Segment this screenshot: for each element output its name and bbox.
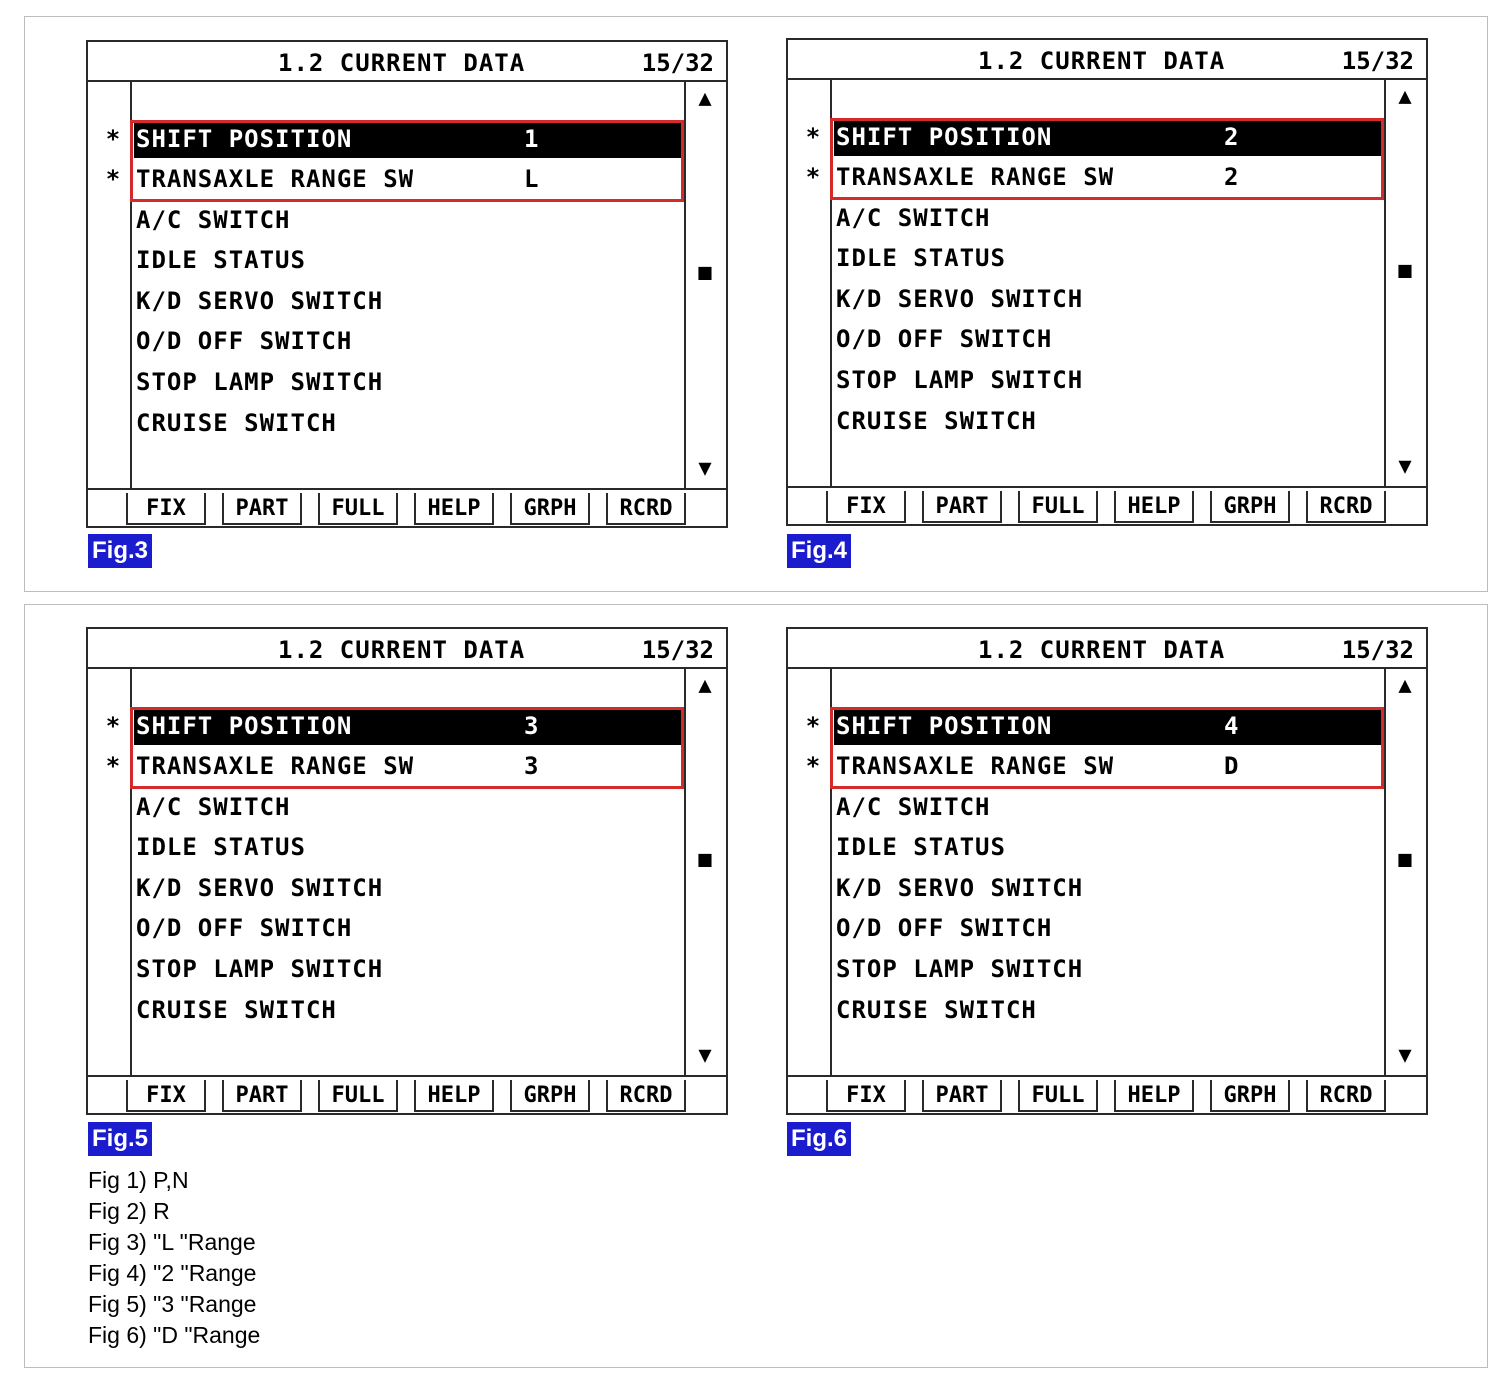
row-label: A/C SWITCH (136, 206, 291, 234)
help-button[interactable]: HELP (414, 1080, 494, 1112)
data-row[interactable] (834, 909, 1382, 947)
screen-title: 1.2 CURRENT DATA (278, 49, 526, 77)
full-button[interactable]: FULL (1018, 1080, 1098, 1112)
row-label: STOP LAMP SWITCH (136, 368, 384, 396)
screen-title: 1.2 CURRENT DATA (978, 47, 1226, 75)
full-button[interactable]: FULL (318, 493, 398, 525)
row-value: 1 (524, 125, 539, 153)
fix-button[interactable]: FIX (126, 493, 206, 525)
selected-marker: * (805, 163, 821, 191)
row-label: K/D SERVO SWITCH (136, 874, 384, 902)
grph-button[interactable]: GRPH (1210, 1080, 1290, 1112)
scroll-thumb-icon[interactable]: ■ (698, 847, 712, 872)
scanner-screen-fig3 (86, 40, 728, 528)
data-row[interactable] (134, 241, 682, 279)
help-button[interactable]: HELP (1114, 1080, 1194, 1112)
row-label: TRANSAXLE RANGE SW (136, 165, 415, 193)
row-label: O/D OFF SWITCH (136, 914, 353, 942)
row-label: IDLE STATUS (836, 833, 1006, 861)
data-row[interactable] (834, 828, 1382, 866)
data-row[interactable] (834, 950, 1382, 988)
screen-title: 1.2 CURRENT DATA (978, 636, 1226, 664)
scroll-thumb-icon[interactable]: ■ (1398, 258, 1412, 283)
data-row[interactable] (834, 320, 1382, 358)
selected-marker: * (105, 125, 121, 153)
data-row[interactable] (834, 239, 1382, 277)
row-label: K/D SERVO SWITCH (836, 874, 1084, 902)
scroll-up-icon[interactable]: ▲ (1398, 673, 1412, 698)
figure-label: Fig.5 (88, 1122, 152, 1156)
page-indicator: 15/32 (641, 49, 714, 77)
help-button[interactable]: HELP (1114, 491, 1194, 523)
row-label: SHIFT POSITION (836, 712, 1053, 740)
row-label: O/D OFF SWITCH (836, 325, 1053, 353)
selected-marker: * (805, 752, 821, 780)
fix-button[interactable]: FIX (826, 1080, 906, 1112)
rcrd-button[interactable]: RCRD (606, 493, 686, 525)
row-label: TRANSAXLE RANGE SW (136, 752, 415, 780)
row-label: IDLE STATUS (836, 244, 1006, 272)
highlight-box (830, 707, 1384, 789)
data-row[interactable] (834, 199, 1382, 237)
row-label: CRUISE SWITCH (136, 409, 337, 437)
title-bar (788, 40, 1426, 80)
selected-marker: * (105, 752, 121, 780)
scanner-screen-fig5 (86, 627, 728, 1115)
row-value: 3 (524, 712, 539, 740)
row-label: CRUISE SWITCH (836, 996, 1037, 1024)
grph-button[interactable]: GRPH (510, 1080, 590, 1112)
row-label: STOP LAMP SWITCH (836, 955, 1084, 983)
grph-button[interactable]: GRPH (1210, 491, 1290, 523)
row-label: IDLE STATUS (136, 833, 306, 861)
note-line: Fig 1) P,N (88, 1167, 189, 1193)
highlight-box (130, 707, 684, 789)
row-label: SHIFT POSITION (836, 123, 1053, 151)
note-line: Fig 2) R (88, 1198, 170, 1224)
scanner-screen-fig6 (786, 627, 1428, 1115)
note-line: Fig 6) "D "Range (88, 1322, 261, 1348)
row-value: 4 (1224, 712, 1239, 740)
help-button[interactable]: HELP (414, 493, 494, 525)
function-button-bar (88, 488, 726, 526)
range-notes (88, 1165, 260, 1351)
data-row[interactable] (834, 869, 1382, 907)
selected-marker: * (105, 712, 121, 740)
figure-label: Fig.6 (787, 1122, 851, 1156)
note-line: Fig 3) "L "Range (88, 1229, 256, 1255)
row-label: CRUISE SWITCH (136, 996, 337, 1024)
note-line: Fig 4) "2 "Range (88, 1260, 257, 1286)
row-label: A/C SWITCH (836, 793, 991, 821)
scrollbar-divider (1384, 80, 1386, 486)
highlight-box (830, 118, 1384, 200)
part-button[interactable]: PART (922, 1080, 1002, 1112)
fix-button[interactable]: FIX (126, 1080, 206, 1112)
selected-marker: * (105, 165, 121, 193)
scroll-down-icon[interactable]: ▼ (698, 456, 712, 481)
row-label: SHIFT POSITION (136, 712, 353, 740)
data-row[interactable] (134, 909, 682, 947)
data-row[interactable] (834, 402, 1382, 440)
function-button-bar (88, 1075, 726, 1113)
rcrd-button[interactable]: RCRD (606, 1080, 686, 1112)
rcrd-button[interactable]: RCRD (1306, 491, 1386, 523)
row-label: K/D SERVO SWITCH (836, 285, 1084, 313)
row-value: 2 (1224, 163, 1239, 191)
data-row[interactable] (834, 991, 1382, 1029)
data-row[interactable] (834, 788, 1382, 826)
selected-marker: * (805, 123, 821, 151)
row-label: A/C SWITCH (136, 793, 291, 821)
part-button[interactable]: PART (222, 1080, 302, 1112)
row-label: K/D SERVO SWITCH (136, 287, 384, 315)
scrollbar-divider (1384, 669, 1386, 1075)
scrollbar-divider (684, 669, 686, 1075)
scroll-up-icon[interactable]: ▲ (698, 86, 712, 111)
row-label: CRUISE SWITCH (836, 407, 1037, 435)
data-row[interactable] (134, 282, 682, 320)
row-label: O/D OFF SWITCH (836, 914, 1053, 942)
data-row[interactable] (834, 361, 1382, 399)
scanner-screen-fig4 (786, 38, 1428, 526)
data-row[interactable] (834, 280, 1382, 318)
row-label: O/D OFF SWITCH (136, 327, 353, 355)
function-button-bar (788, 486, 1426, 524)
figure-label: Fig.4 (787, 534, 851, 568)
highlight-box (130, 120, 684, 202)
scroll-down-icon[interactable]: ▼ (1398, 1043, 1412, 1068)
row-label: IDLE STATUS (136, 246, 306, 274)
row-value: 3 (524, 752, 539, 780)
row-label: SHIFT POSITION (136, 125, 353, 153)
data-row[interactable] (134, 404, 682, 442)
title-bar (88, 629, 726, 669)
data-row[interactable] (134, 991, 682, 1029)
data-row[interactable] (134, 828, 682, 866)
page-indicator: 15/32 (1341, 47, 1414, 75)
page-indicator: 15/32 (641, 636, 714, 664)
screen-title: 1.2 CURRENT DATA (278, 636, 526, 664)
data-row[interactable] (134, 950, 682, 988)
row-value: L (524, 165, 539, 193)
data-row[interactable] (134, 363, 682, 401)
grph-button[interactable]: GRPH (510, 493, 590, 525)
row-label: TRANSAXLE RANGE SW (836, 163, 1115, 191)
row-label: STOP LAMP SWITCH (836, 366, 1084, 394)
row-label: A/C SWITCH (836, 204, 991, 232)
row-label: STOP LAMP SWITCH (136, 955, 384, 983)
scrollbar-divider (684, 82, 686, 488)
data-row[interactable] (134, 201, 682, 239)
scroll-thumb-icon[interactable]: ■ (698, 260, 712, 285)
row-value: D (1224, 752, 1239, 780)
part-button[interactable]: PART (922, 491, 1002, 523)
row-value: 2 (1224, 123, 1239, 151)
rcrd-button[interactable]: RCRD (1306, 1080, 1386, 1112)
scroll-thumb-icon[interactable]: ■ (1398, 847, 1412, 872)
row-label: TRANSAXLE RANGE SW (836, 752, 1115, 780)
figure-label: Fig.3 (88, 534, 152, 568)
function-button-bar (788, 1075, 1426, 1113)
page-indicator: 15/32 (1341, 636, 1414, 664)
title-bar (788, 629, 1426, 669)
title-bar (88, 42, 726, 82)
scroll-up-icon[interactable]: ▲ (698, 673, 712, 698)
scroll-down-icon[interactable]: ▼ (1398, 454, 1412, 479)
note-line: Fig 5) "3 "Range (88, 1291, 257, 1317)
data-row[interactable] (134, 322, 682, 360)
scroll-down-icon[interactable]: ▼ (698, 1043, 712, 1068)
data-row[interactable] (134, 869, 682, 907)
scroll-up-icon[interactable]: ▲ (1398, 84, 1412, 109)
fix-button[interactable]: FIX (826, 491, 906, 523)
part-button[interactable]: PART (222, 493, 302, 525)
full-button[interactable]: FULL (318, 1080, 398, 1112)
data-row[interactable] (134, 788, 682, 826)
selected-marker: * (805, 712, 821, 740)
full-button[interactable]: FULL (1018, 491, 1098, 523)
